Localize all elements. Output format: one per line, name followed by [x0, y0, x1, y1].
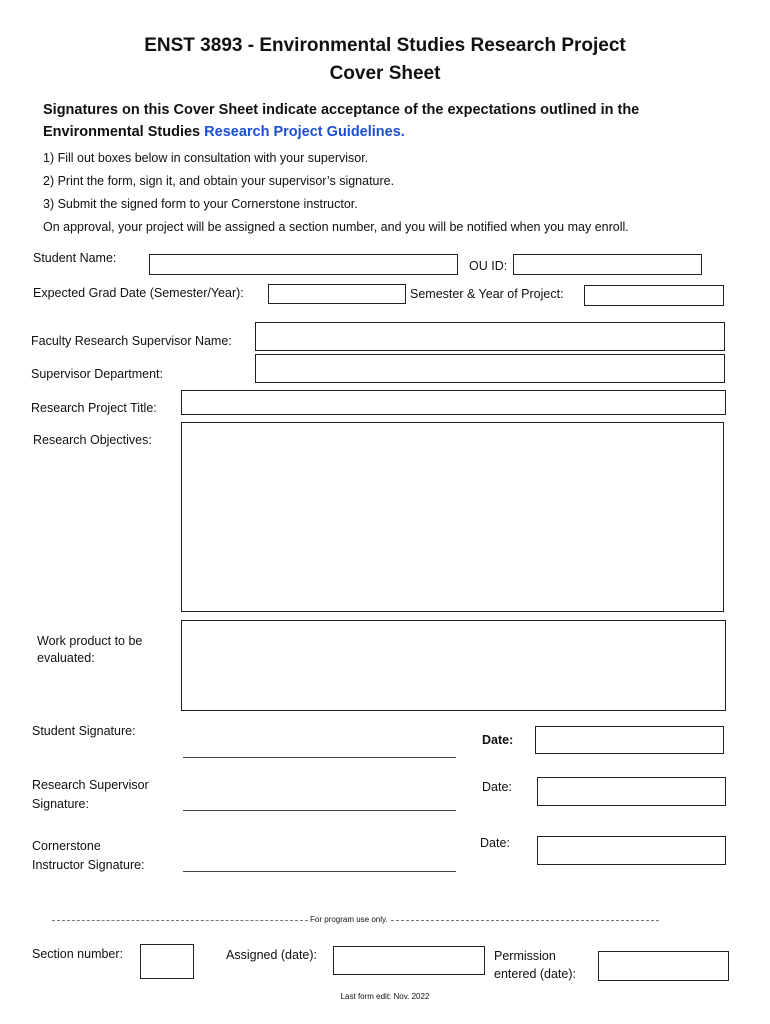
grad-date-label: Expected Grad Date (Semester/Year): [33, 286, 244, 300]
assigned-date-label: Assigned (date): [226, 948, 318, 962]
supervisor-signature-label-line2: Signature: [32, 797, 89, 811]
supervisor-name-field[interactable] [255, 322, 725, 351]
instructor-date-field[interactable] [537, 836, 726, 865]
objectives-label: Research Objectives: [33, 433, 152, 447]
student-name-label: Student Name: [33, 251, 117, 265]
intro-bold-line2 [43, 122, 405, 142]
section-number-label: Section number: [32, 947, 124, 961]
student-date-label: Date: [482, 733, 514, 747]
last-edit-note: Last form edit: Nov. 2022 [340, 992, 430, 1001]
student-name-field[interactable] [149, 254, 458, 275]
instructor-signature-line[interactable] [183, 871, 456, 872]
intro-bold-line1: Signatures on this Cover Sheet indicate acceptance of the expectations outlined in the [43, 102, 640, 118]
permission-label-line2: entered (date): [494, 967, 576, 981]
step-1: 1) Fill out boxes below in consultation with your supervisor. [43, 151, 369, 165]
student-date-field[interactable] [535, 726, 724, 754]
objectives-field[interactable] [181, 422, 724, 612]
permission-date-field[interactable] [598, 951, 729, 981]
section-number-field[interactable] [140, 944, 194, 979]
instructor-date-label: Date: [480, 836, 510, 850]
project-title-label: Research Project Title: [31, 401, 157, 415]
assigned-date-field[interactable] [333, 946, 485, 975]
intro-bold-line2-prefix: Environmental Studies [43, 124, 205, 140]
enrollment-note: On approval, your project will be assigned a section number, and you will be notified when you may enroll. [43, 220, 629, 234]
ou-id-field[interactable] [513, 254, 702, 275]
step-2: 2) Print the form, sign it, and obtain your supervisor’s signature. [43, 174, 395, 188]
program-use-label: For program use only. [310, 915, 388, 924]
supervisor-date-label: Date: [482, 780, 512, 794]
supervisor-name-label: Faculty Research Supervisor Name: [31, 334, 232, 348]
student-signature-line[interactable] [183, 757, 456, 758]
permission-label-line1: Permission [494, 949, 556, 963]
program-use-divider-right [391, 920, 659, 921]
supervisor-dept-field[interactable] [255, 354, 725, 383]
ou-id-label: OU ID: [469, 259, 508, 273]
supervisor-signature-line[interactable] [183, 810, 456, 811]
instructor-signature-label-line1: Cornerstone [32, 839, 101, 853]
semester-year-field[interactable] [584, 285, 724, 306]
grad-date-field[interactable] [268, 284, 406, 304]
student-signature-label: Student Signature: [32, 724, 136, 738]
semester-year-label: Semester & Year of Project: [410, 287, 564, 301]
work-product-label-line1: Work product to be [37, 634, 143, 648]
instructor-signature-label-line2: Instructor Signature: [32, 858, 145, 872]
supervisor-signature-label-line1: Research Supervisor [32, 778, 149, 792]
page-subtitle: Cover Sheet [329, 63, 441, 84]
page-title: ENST 3893 - Environmental Studies Research Project [144, 35, 626, 56]
step-3: 3) Submit the signed form to your Cornerstone instructor. [43, 197, 358, 211]
supervisor-date-field[interactable] [537, 777, 726, 806]
supervisor-dept-label: Supervisor Department: [31, 367, 164, 381]
work-product-field[interactable] [181, 620, 726, 711]
work-product-label-line2: evaluated: [37, 651, 95, 665]
program-use-divider-left [52, 920, 308, 921]
project-title-field[interactable] [181, 390, 726, 415]
guidelines-link[interactable]: Research Project Guidelines. [204, 124, 405, 140]
